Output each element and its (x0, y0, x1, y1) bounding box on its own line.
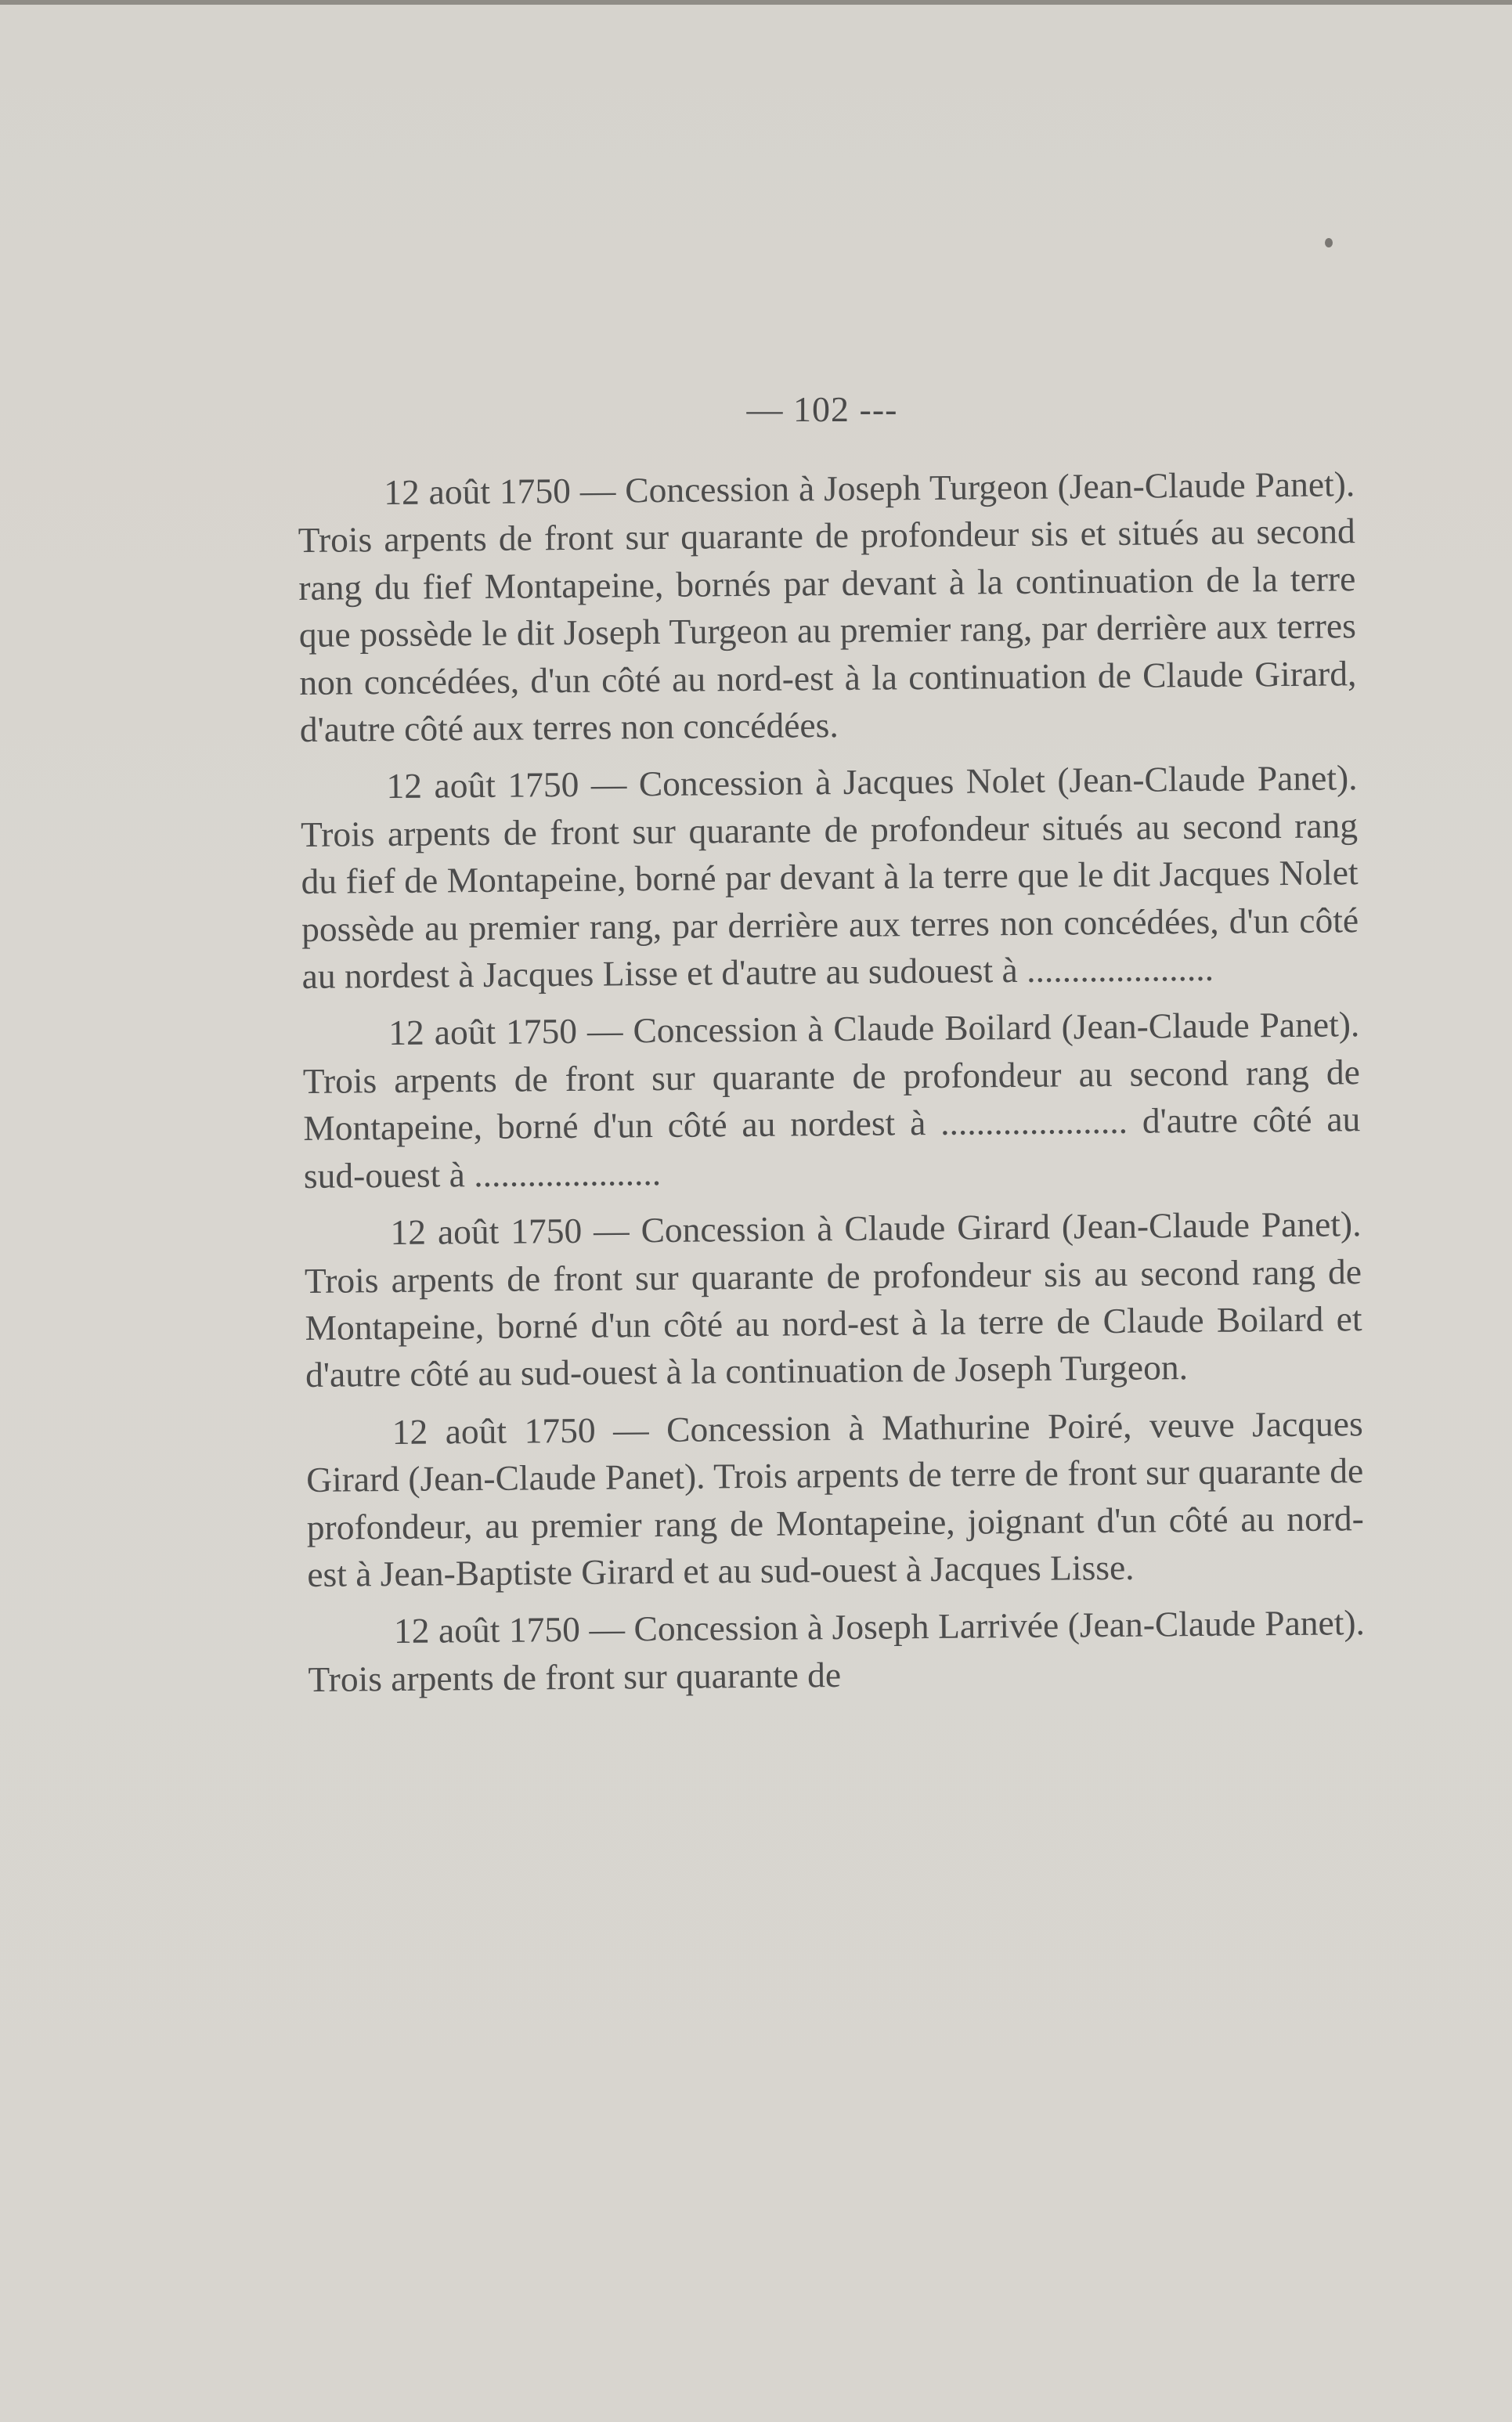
entry-paragraph: 12 août 1750 — Concession à Mathurine Poiré, veuve Jacques Girard (Jean-Claude Panet). Trois arpents de terre de front sur quarante de profondeur, au premier rang de Montapeine, joignant d'un côté au nord-est à Jean-Baptiste Girard et au sud-ouest à Jacques Lisse. (306, 1402, 1364, 1594)
entry-paragraph: 12 août 1750 — Concession à Joseph Larrivée (Jean-Claude Panet). Trois arpents de front sur quarante de (308, 1602, 1366, 1699)
paper-speck (1325, 238, 1333, 247)
document-body (298, 460, 1366, 1713)
entry-paragraph: 12 août 1750 — Concession à Claude Girard (Jean-Claude Panet). Trois arpents de front sur quarante de profondeur sis au second rang de Montapeine, borné d'un côté au nord-est à la terre de Claude Boilard et d'autre côté au sud-ouest à la continuation de Joseph Turgeon. (304, 1204, 1362, 1395)
page-number: — 102 --- (746, 389, 898, 429)
entry-paragraph: 12 août 1750 — Concession à Joseph Turgeon (Jean-Claude Panet). Trois arpents de front sur quarante de profondeur sis et situés au second rang du fief Montapeine, bornés par devant à la continuation de la terre que possède le dit Joseph Turgeon au premier rang, par derrière aux terres non concédées, d'un côté au nord-est à la continuation de Claude Girard, d'autre côté aux terres non concédées. (298, 464, 1357, 750)
entry-paragraph: 12 août 1750 — Concession à Claude Boilard (Jean-Claude Panet). Trois arpents de front sur quarante de profondeur au second rang de Montapeine, borné d'un côté au nordest à ..................... d'autre côté au sud-ouest à ..................... (302, 1004, 1361, 1196)
entry-paragraph: 12 août 1750 — Concession à Jacques Nolet (Jean-Claude Panet). Trois arpents de front sur quarante de profondeur situés au second rang du fief de Montapeine, borné par devant à la terre que le dit Jacques Nolet possède au premier rang, par derrière aux terres non concédées, d'un côté au nordest à Jacques Lisse et d'autre au sudouest à ..................... (300, 757, 1359, 997)
page-top-edge (0, 0, 1512, 5)
